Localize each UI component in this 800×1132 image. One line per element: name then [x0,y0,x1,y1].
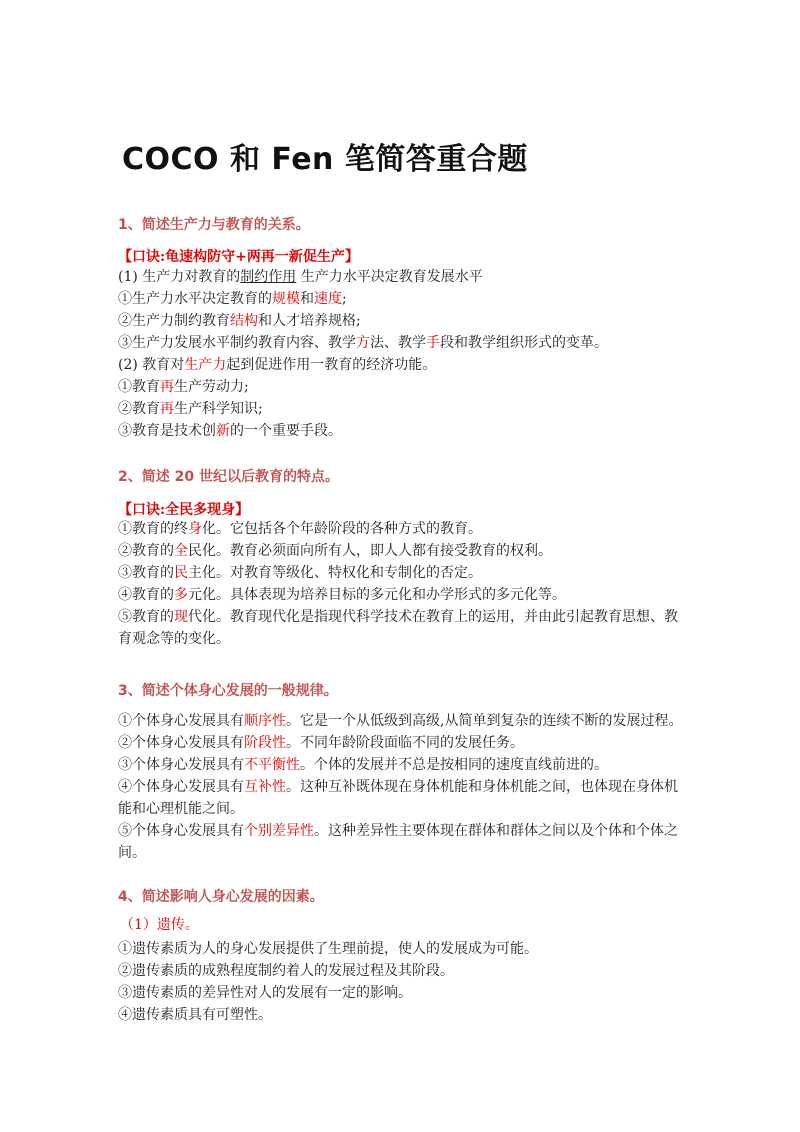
section-1-mnemonic: 【口诀:龟速构防守+两再一新促生产】 [118,249,359,265]
keyword: 手 [426,335,440,351]
section-4-subhead: （1）遗传。 [120,917,199,933]
section-3-line-1: ①个体身心发展具有顺序性。它是一个从低级到高级,从简单到复杂的连续不断的发展过程。 [118,713,683,729]
section-4-line-2: ②遗传素质的成熟程度制约着人的发展过程及其阶段。 [118,963,454,979]
keyword: 不平衡性 [244,757,300,773]
keyword: 再 [160,401,174,417]
section-1-title: 1、简述生产力与教育的关系。 [118,217,310,233]
keyword: 生产力 [184,357,227,373]
section-3-line-5: ⑤个体身心发展具有个别差异性。这种差异性主要体现在群体和群体之间以及个体和个体之间。 [118,823,678,861]
keyword: 个别差异性 [244,823,314,839]
section-4-title: 4、简述影响人身心发展的因素。 [118,889,324,905]
keyword: 制约作用 [240,269,297,285]
section-2-title: 2、简述 20 世纪以后教育的特点。 [118,469,339,485]
section-1-line-4: ③生产力发展水平制约教育内容、教学方法、教学手段和教学组织形式的变革。 [118,335,608,351]
keyword: 阶段性 [244,735,286,751]
section-1-line-1: (1) 生产力对教育的制约作用 生产力水平决定教育发展水平 [118,269,483,285]
keyword: 现 [174,609,188,625]
keyword: 再 [160,379,174,395]
keyword: 速度 [314,291,342,307]
keyword: 互补性 [244,779,286,795]
section-4-line-1: ①遗传素质为人的身心发展提供了生理前提，使人的发展成为可能。 [118,941,538,957]
keyword: 身 [188,521,202,537]
section-1-line-7: ②教育再生产科学知识; [118,401,263,417]
section-3-title: 3、简述个体身心发展的一般规律。 [118,683,338,699]
section-4-line-3: ③遗传素质的差异性对人的发展有一定的影响。 [118,985,412,1001]
section-2-line-5: ⑤教育的现代化。教育现代化是指现代科学技术在教育上的运用，并由此引起教育思想、教育观念等的变化。 [118,609,678,647]
section-1-line-2: ①生产力水平决定教育的规模和速度; [118,291,347,307]
section-2-line-4: ④教育的多元化。具体表现为培养目标的多元化和办学形式的多元化等。 [118,587,566,603]
section-1-line-8: ③教育是技术创新的一个重要手段。 [118,423,342,439]
section-2-line-3: ③教育的民主化。对教育等级化、特权化和专制化的否定。 [118,565,482,581]
section-4-line-4: ④遗传素质具有可塑性。 [118,1007,272,1023]
section-2-line-2: ②教育的全民化。教育必须面向所有人，即人人都有接受教育的权利。 [118,543,552,559]
keyword: 民 [174,565,188,581]
section-2-line-1: ①教育的终身化。它包括各个年龄阶段的各种方式的教育。 [118,521,482,537]
keyword: 方 [356,335,370,351]
keyword: 结构 [230,313,258,329]
keyword: 多 [174,587,188,603]
section-1-line-3: ②生产力制约教育结构和人才培养规格; [118,313,361,329]
keyword: 顺序性 [244,713,286,729]
page-title: COCO 和 Fen 笔简答重合题 [122,142,528,177]
keyword: 新 [216,423,230,439]
section-2-mnemonic: 【口诀:全民多现身】 [118,502,250,518]
section-3-line-4: ④个体身心发展具有互补性。这种互补既体现在身体机能和身体机能之间，也体现在身体机能和心理机能之间。 [118,779,678,817]
section-3-line-2: ②个体身心发展具有阶段性。不同年龄阶段面临不同的发展任务。 [118,735,524,751]
section-3-line-3: ③个体身心发展具有不平衡性。个体的发展并不总是按相同的速度直线前进的。 [118,757,608,773]
section-1-line-6: ①教育再生产劳动力; [118,379,249,395]
keyword: 规模 [272,291,300,307]
section-1-line-5: (2) 教育对生产力起到促进作用一教育的经济功能。 [118,357,437,373]
keyword: 全 [174,543,188,559]
